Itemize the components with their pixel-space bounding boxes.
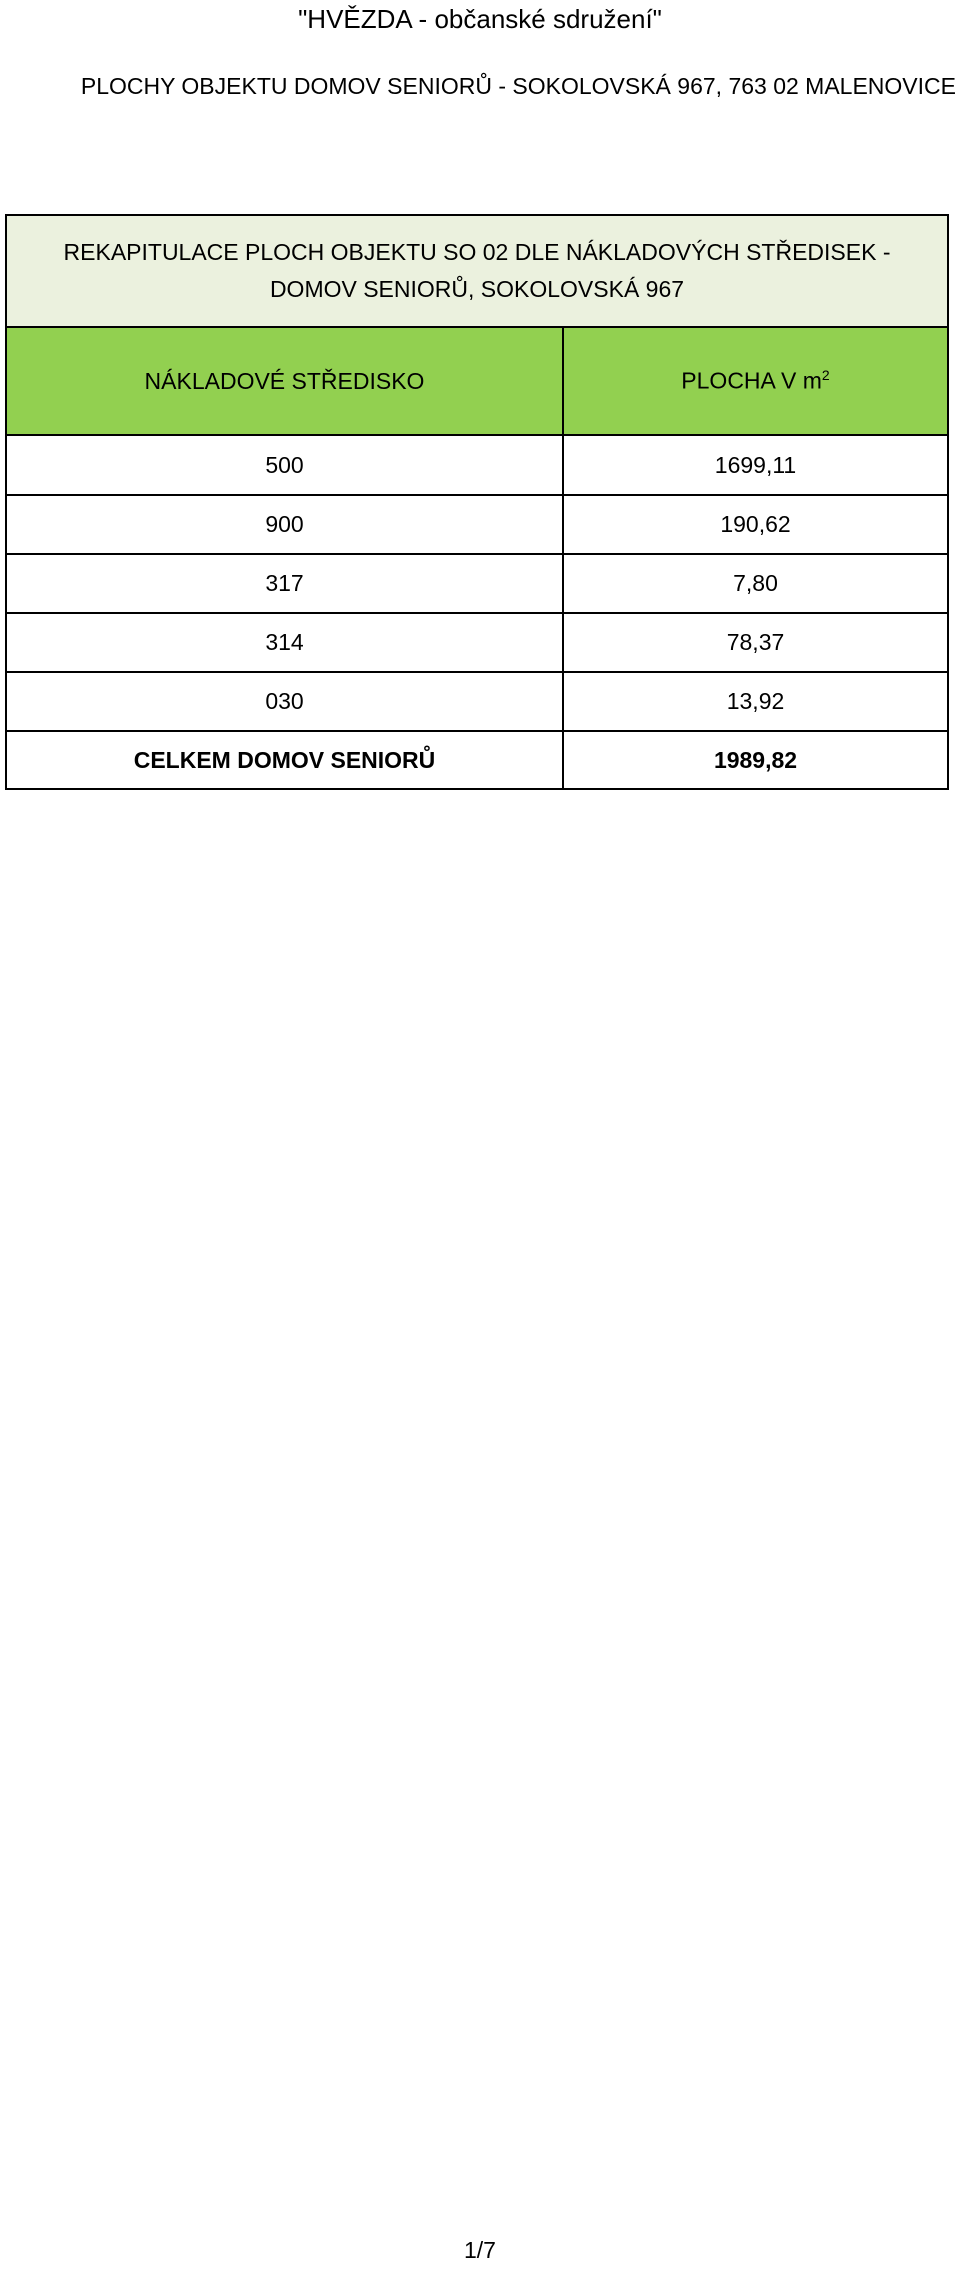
area-summary-table [5, 214, 949, 790]
total-row [6, 731, 948, 789]
table-caption [6, 215, 948, 327]
table-caption-line-1: REKAPITULACE PLOCH OBJEKTU SO 02 DLE NÁKLADOVÝCH STŘEDISEK - [63, 239, 891, 265]
table-row [6, 613, 948, 672]
table-caption-line-2: DOMOV SENIORŮ, SOKOLOVSKÁ 967 [269, 276, 685, 302]
column-header-area-label: PLOCHA V m [681, 367, 822, 394]
cost-center-cell: 500 [6, 435, 563, 495]
table-row [6, 672, 948, 731]
cost-center-cell: 030 [6, 672, 563, 731]
page-number: 1/7 [464, 2237, 496, 2263]
table-header-row [6, 327, 948, 435]
cost-center-cell: 900 [6, 495, 563, 554]
organization-name: "HVĚZDA - občanské sdružení" [298, 4, 662, 34]
table-row [6, 554, 948, 613]
cost-center-cell: 314 [6, 613, 563, 672]
cost-center-cell: 317 [6, 554, 563, 613]
total-label: CELKEM DOMOV SENIORŮ [6, 731, 563, 789]
total-value: 1989,82 [563, 731, 948, 789]
area-cell: 1699,11 [563, 435, 948, 495]
area-unit-exponent: 2 [821, 367, 830, 384]
area-cell: 78,37 [563, 613, 948, 672]
area-cell: 190,62 [563, 495, 948, 554]
table-row [6, 495, 948, 554]
area-cell: 7,80 [563, 554, 948, 613]
area-cell: 13,92 [563, 672, 948, 731]
table-row [6, 435, 948, 495]
document-title: PLOCHY OBJEKTU DOMOV SENIORŮ - SOKOLOVSKÁ 967, 763 02 MALENOVICE [80, 73, 956, 99]
column-header-cost-center: NÁKLADOVÉ STŘEDISKO [6, 327, 563, 435]
column-header-area [563, 327, 948, 435]
